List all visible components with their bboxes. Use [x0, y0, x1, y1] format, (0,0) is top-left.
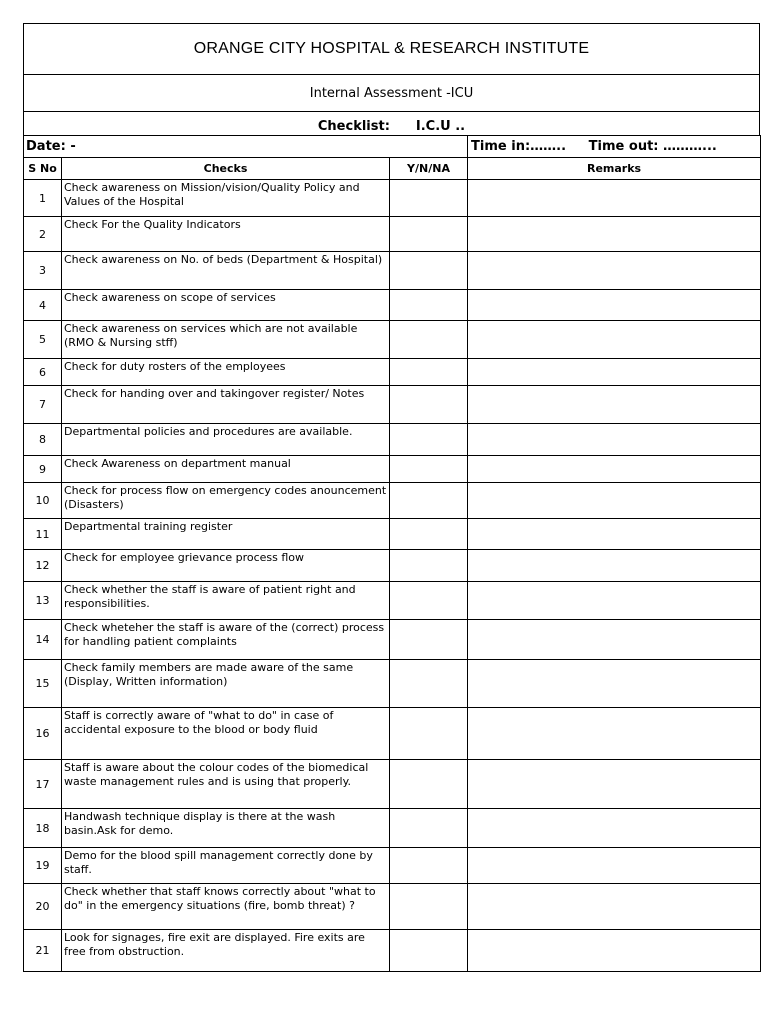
remarks-cell[interactable] [468, 359, 761, 386]
check-item: Handwash technique display is there at the wash basin.Ask for demo. [62, 809, 390, 848]
time-field[interactable] [468, 136, 761, 158]
col-header-sno: S No [24, 158, 62, 180]
ynna-cell[interactable] [390, 884, 468, 930]
remarks-cell[interactable] [468, 582, 761, 620]
checklist-sheet [23, 23, 760, 972]
col-header-checks: Checks [62, 158, 390, 180]
date-row [24, 136, 761, 158]
check-item: Check awareness on Mission/vision/Quality Policy and Values of the Hospital [62, 180, 390, 217]
checklist-table [23, 135, 761, 972]
ynna-cell[interactable] [390, 483, 468, 519]
row-number: 3 [24, 252, 62, 290]
remarks-cell[interactable] [468, 180, 761, 217]
table-row [24, 930, 761, 972]
row-number: 13 [24, 582, 62, 620]
remarks-cell[interactable] [468, 424, 761, 456]
remarks-cell[interactable] [468, 930, 761, 972]
ynna-cell[interactable] [390, 252, 468, 290]
check-item: Check for handing over and takingover register/ Notes [62, 386, 390, 424]
assessment-subtitle-text: Internal Assessment -ICU [309, 85, 474, 101]
row-number: 15 [24, 660, 62, 708]
check-item: Staff is aware about the colour codes of the biomedical waste management rules and is using that properly. [62, 760, 390, 809]
check-item: Departmental policies and procedures are available. [62, 424, 390, 456]
ynna-cell[interactable] [390, 359, 468, 386]
check-item: Check awareness on No. of beds (Department & Hospital) [62, 252, 390, 290]
table-row [24, 519, 761, 550]
remarks-cell[interactable] [468, 708, 761, 760]
checklist-line [24, 112, 759, 135]
row-number: 4 [24, 290, 62, 321]
ynna-cell[interactable] [390, 386, 468, 424]
col-header-remarks: Remarks [468, 158, 761, 180]
table-row [24, 708, 761, 760]
remarks-cell[interactable] [468, 660, 761, 708]
checklist-label: Checklist: [317, 119, 390, 134]
remarks-cell[interactable] [468, 290, 761, 321]
remarks-cell[interactable] [468, 386, 761, 424]
ynna-cell[interactable] [390, 809, 468, 848]
ynna-cell[interactable] [390, 456, 468, 483]
row-number: 16 [24, 708, 62, 760]
remarks-cell[interactable] [468, 217, 761, 252]
ynna-cell[interactable] [390, 290, 468, 321]
table-row [24, 809, 761, 848]
time-out: Time out: ………... [588, 139, 717, 154]
table-row [24, 884, 761, 930]
row-number: 17 [24, 760, 62, 809]
row-number: 7 [24, 386, 62, 424]
remarks-cell[interactable] [468, 321, 761, 359]
check-item: Check family members are made aware of the same (Display, Written information) [62, 660, 390, 708]
table-row [24, 386, 761, 424]
ynna-cell[interactable] [390, 424, 468, 456]
table-row [24, 550, 761, 582]
ynna-cell[interactable] [390, 582, 468, 620]
table-row [24, 424, 761, 456]
col-header-ynna: Y/N/NA [390, 158, 468, 180]
ynna-cell[interactable] [390, 848, 468, 884]
check-item: Check awareness on services which are not available (RMO & Nursing stff) [62, 321, 390, 359]
table-row [24, 217, 761, 252]
row-number: 12 [24, 550, 62, 582]
ynna-cell[interactable] [390, 180, 468, 217]
row-number: 21 [24, 930, 62, 972]
date-field[interactable]: Date: - [24, 136, 468, 158]
table-row [24, 290, 761, 321]
remarks-cell[interactable] [468, 760, 761, 809]
check-item: Check whether that staff knows correctly about "what to do" in the emergency situations (fire, bomb threat) ? [62, 884, 390, 930]
remarks-cell[interactable] [468, 884, 761, 930]
ynna-cell[interactable] [390, 760, 468, 809]
ynna-cell[interactable] [390, 708, 468, 760]
table-row [24, 760, 761, 809]
remarks-cell[interactable] [468, 620, 761, 660]
row-number: 1 [24, 180, 62, 217]
checklist-value: I.C.U .. [415, 119, 466, 134]
remarks-cell[interactable] [468, 809, 761, 848]
row-number: 14 [24, 620, 62, 660]
table-row [24, 483, 761, 519]
row-number: 9 [24, 456, 62, 483]
table-row [24, 848, 761, 884]
ynna-cell[interactable] [390, 321, 468, 359]
row-number: 20 [24, 884, 62, 930]
table-row [24, 620, 761, 660]
check-item: Check Awareness on department manual [62, 456, 390, 483]
check-item: Check whether the staff is aware of patient right and responsibilities. [62, 582, 390, 620]
check-item: Departmental training register [62, 519, 390, 550]
ynna-cell[interactable] [390, 660, 468, 708]
check-item: Check for process flow on emergency codes anouncement (Disasters) [62, 483, 390, 519]
table-row [24, 321, 761, 359]
ynna-cell[interactable] [390, 620, 468, 660]
row-number: 2 [24, 217, 62, 252]
row-number: 8 [24, 424, 62, 456]
table-row [24, 359, 761, 386]
check-item: Check for duty rosters of the employees [62, 359, 390, 386]
table-row [24, 456, 761, 483]
table-row [24, 660, 761, 708]
check-item: Check wheteher the staff is aware of the (correct) process for handling patient complaints [62, 620, 390, 660]
row-number: 6 [24, 359, 62, 386]
check-item: Check for employee grievance process flow [62, 550, 390, 582]
remarks-cell[interactable] [468, 252, 761, 290]
ynna-cell[interactable] [390, 217, 468, 252]
row-number: 10 [24, 483, 62, 519]
check-item: Demo for the blood spill management correctly done by staff. [62, 848, 390, 884]
row-number: 11 [24, 519, 62, 550]
check-item: Check awareness on scope of services [62, 290, 390, 321]
ynna-cell[interactable] [390, 550, 468, 582]
time-in: Time in:…….. [471, 139, 567, 154]
check-item: Look for signages, fire exit are displayed. Fire exits are free from obstruction. [62, 930, 390, 972]
row-number: 19 [24, 848, 62, 884]
ynna-cell[interactable] [390, 519, 468, 550]
column-header-row [24, 158, 761, 180]
check-item: Staff is correctly aware of "what to do" in case of accidental exposure to the blood or body fluid [62, 708, 390, 760]
ynna-cell[interactable] [390, 930, 468, 972]
remarks-cell[interactable] [468, 550, 761, 582]
check-item: Check For the Quality Indicators [62, 217, 390, 252]
row-number: 18 [24, 809, 62, 848]
row-number: 5 [24, 321, 62, 359]
table-row [24, 180, 761, 217]
remarks-cell[interactable] [468, 456, 761, 483]
header-box [23, 23, 760, 135]
table-row [24, 582, 761, 620]
remarks-cell[interactable] [468, 519, 761, 550]
remarks-cell[interactable] [468, 848, 761, 884]
remarks-cell[interactable] [468, 483, 761, 519]
hospital-title: ORANGE CITY HOSPITAL & RESEARCH INSTITUTE [24, 24, 759, 75]
assessment-subtitle [24, 75, 759, 112]
table-row [24, 252, 761, 290]
